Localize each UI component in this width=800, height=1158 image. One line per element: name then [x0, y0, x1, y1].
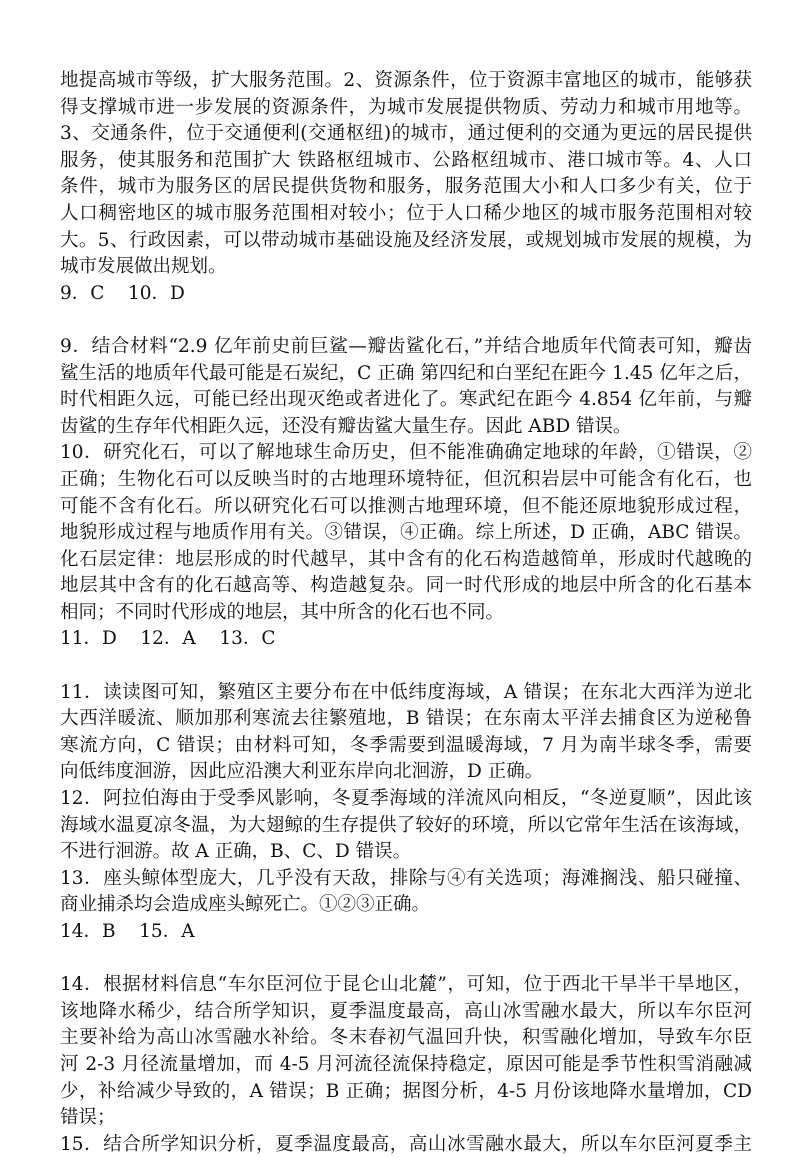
- answer-key-14-15: 14．B 15．A: [60, 921, 195, 942]
- text-line: 河 2-3 月径流量增加，而 4-5 月河流径流保持稳定，原因可能是季节性积雪消融减: [60, 1053, 752, 1075]
- spacer: [60, 307, 752, 334]
- document-page: [60, 68, 752, 1158]
- text-line: 鲨生活的地质年代最可能是石炭纪，C 正确 第四纪和白垩纪在距今 1.45 亿年之后，: [60, 362, 752, 384]
- explanation-11-13: [60, 680, 752, 919]
- text-line: 城市发展做出规划。: [60, 256, 227, 278]
- answer-key-9-10: 9．C 10．D: [60, 282, 185, 304]
- paragraph-city-factors: [60, 68, 752, 281]
- text-line: 寒流方向，C 错误；由材料可知，冬季需要到温暖海域，7 月为南半球冬季，需要: [60, 734, 752, 756]
- text-line: 化石层定律：地层形成的时代越早，其中含有的化石构造越简单，形成时代越晚的: [60, 548, 752, 570]
- explanation-9-10: [60, 334, 752, 627]
- text-line: 得支撑城市进一步发展的资源条件，为城市发展提供物质、劳动力和城市用地等。: [60, 96, 752, 118]
- text-line: 时代相距久远，可能已经出现灭绝或者进化了。寒武纪在距今 4.854 亿年前，与瓣: [60, 389, 752, 411]
- text-line: 13．座头鲸体型庞大，几乎没有天敌，排除与④有关选项；海滩搁浅、船只碰撞、: [60, 867, 752, 889]
- text-line: 12．阿拉伯海由于受季风影响，冬夏季海域的洋流风向相反，“冬逆夏顺”，因此该: [60, 788, 752, 810]
- text-line: 商业捕杀均会造成座头鲸死亡。①②③正确。: [60, 894, 431, 916]
- text-line: 少，补给减少导致的，A 错误；B 正确；据图分析，4-5 月份该地降水量增加，CD: [60, 1080, 752, 1102]
- text-line: 10．研究化石，可以了解地球生命历史，但不能准确确定地球的年龄，①错误，②: [60, 442, 752, 464]
- text-line: 可能不含有化石。所以研究化石可以推测古地理环境，但不能还原地貌形成过程，: [60, 495, 752, 517]
- text-line: 该地降水稀少，结合所学知识，夏季温度最高，高山冰雪融水最大，所以车尔臣河: [60, 1000, 752, 1022]
- text-line: 大。5、行政因素，可以带动城市基础设施及经济发展，或规划城市发展的规模，为: [60, 229, 752, 251]
- text-line: 服务，使其服务和范围扩大 铁路枢纽城市、公路枢纽城市、港口城市等。4、人口: [60, 149, 752, 171]
- text-line: 错误；: [60, 1107, 116, 1129]
- text-line: 向低纬度洄游，因此应沿澳大利亚东岸向北洄游，D 正确。: [60, 761, 544, 783]
- text-line: 大西洋暖流、顺加那利寒流去往繁殖地，B 错误；在东南太平洋去捕食区为逆秘鲁: [60, 708, 752, 730]
- text-line: 不进行洄游。故 A 正确，B、C、D 错误。: [60, 841, 412, 863]
- text-line: 条件，城市为服务区的居民提供货物和服务，服务范围大小和人口多少有关，位于: [60, 176, 752, 198]
- text-line: 15．结合所学知识分析，夏季温度最高，高山冰雪融水最大，所以车尔臣河夏季主: [60, 1133, 752, 1155]
- text-line: 地貌形成过程与地质作用有关。③错误，④正确。综上所述，D 正确，ABC 错误。: [60, 522, 752, 544]
- text-line: 14．根据材料信息“车尔臣河位于昆仑山北麓”，可知，位于西北干旱半干旱地区，: [60, 974, 752, 996]
- text-line: 齿鲨的生存年代相距久远，还没有瓣齿鲨大量生存。因此 ABD 错误。: [60, 415, 632, 437]
- text-line: 主要补给为高山冰雪融水补给。冬末春初气温回升快，积雪融化增加，导致车尔臣: [60, 1027, 752, 1049]
- text-line: 相同；不同时代形成的地层，其中所含的化石也不同。: [60, 601, 505, 623]
- spacer: [60, 653, 752, 680]
- text-line: 地层其中含有的化石越高等、构造越复杂。同一时代形成的地层中所含的化石基本: [60, 575, 752, 597]
- text-line: 人口稠密地区的城市服务范围相对较小；位于人口稀少地区的城市服务范围相对较: [60, 202, 752, 224]
- spacer: [60, 946, 752, 973]
- text-line: 11．读读图可知，繁殖区主要分布在中低纬度海域，A 错误；在东北大西洋为逆北: [60, 681, 752, 703]
- answer-key-11-13: 11．D 12．A 13．C: [60, 628, 276, 650]
- text-line: 3、交通条件，位于交通便利(交通枢纽)的城市，通过便利的交通为更远的居民提供: [60, 123, 752, 145]
- text-line: 海域水温夏凉冬温，为大翅鲸的生存提供了较好的环境，所以它常年生活在该海域，: [60, 814, 752, 836]
- text-line: 9．结合材料“2.9 亿年前史前巨鲨—瓣齿鲨化石，”并结合地质年代简表可知，瓣齿: [60, 335, 752, 357]
- text-line: 正确；生物化石可以反映当时的古地理环境特征，但沉积岩层中可能含有化石，也: [60, 468, 752, 490]
- explanation-14-15: [60, 972, 752, 1158]
- text-line: 地提高城市等级，扩大服务范围。2、资源条件，位于资源丰富地区的城市，能够获: [60, 70, 752, 91]
